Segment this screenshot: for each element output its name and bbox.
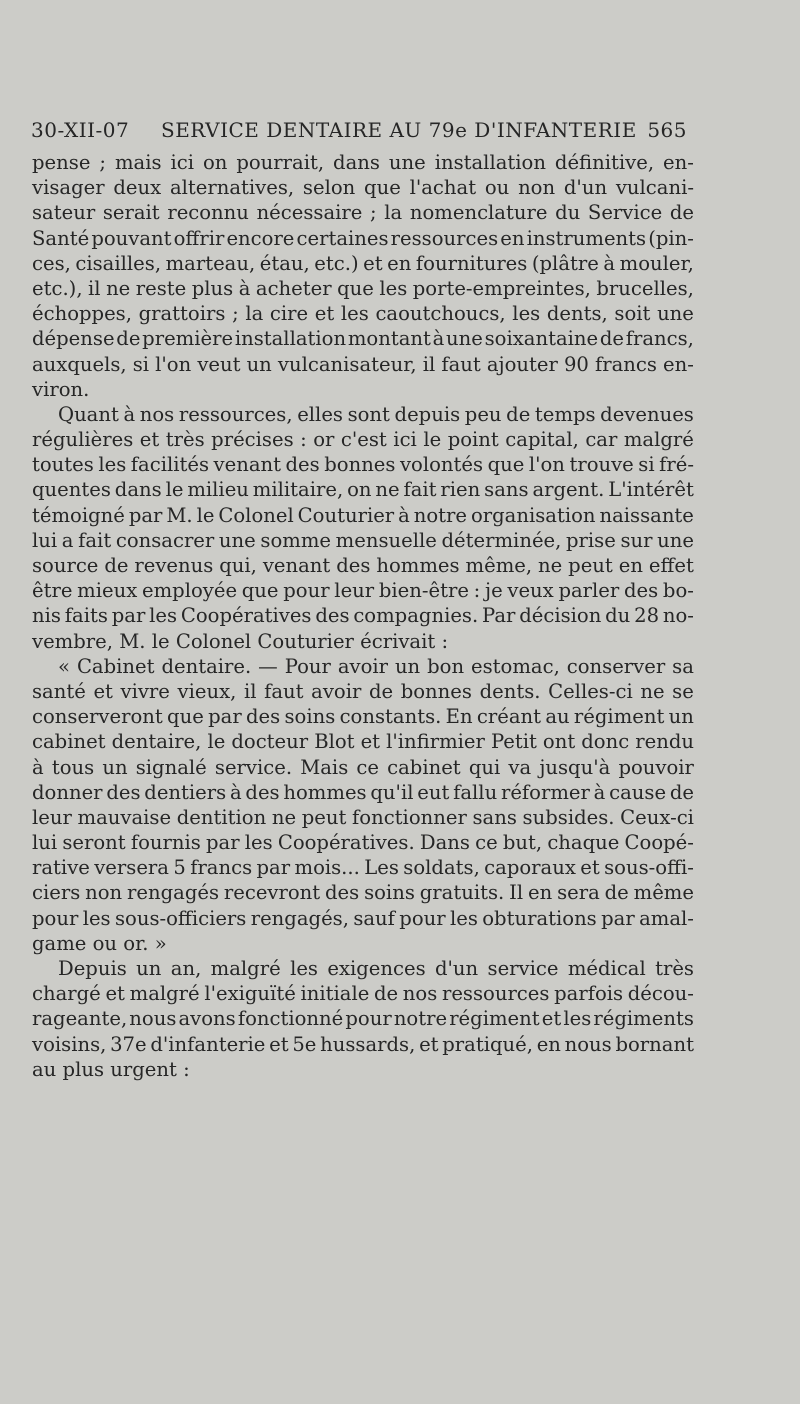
text-line: quentes dans le milieu militaire, on ne fait rien sans argent. L'intérêt (32, 478, 694, 502)
text-line: viron. (32, 377, 90, 401)
text-line: donner des dentiers à des hommes qu'il eut fallu réformer à cause de (32, 780, 694, 804)
text-line: vembre, M. le Colonel Couturier écrivait : (32, 629, 449, 653)
text-line: lui a fait consacrer une somme mensuelle déterminée, prise sur une (32, 528, 694, 552)
text-line: pour les sous-officiers rengagés, sauf pour les obturations par amal- (32, 906, 694, 930)
text-line: toutes les facilités venant des bonnes volontés que l'on trouve si fré- (32, 453, 694, 477)
paragraph (32, 402, 694, 654)
text-line: régulières et très précises : or c'est ici le point capital, car malgré (32, 428, 694, 452)
text-line: sateur serait reconnu nécessaire ; la nomenclature du Service de (32, 201, 694, 225)
text-line: santé et vivre vieux, il faut avoir de bonnes dents. Celles-ci ne se (32, 679, 694, 703)
paragraph (32, 150, 694, 402)
text-line: leur mauvaise dentition ne peut fonctionner sans subsides. Ceux-ci (32, 805, 694, 829)
text-line: Santé pouvant offrir encore certaines ressources en instruments (pin- (32, 226, 694, 250)
text-line: rative versera 5 francs par mois... Les soldats, caporaux et sous-offi- (32, 856, 694, 880)
text-line: cabinet dentaire, le docteur Blot et l'infirmier Petit ont donc rendu (32, 730, 694, 754)
text-line: témoigné par M. le Colonel Couturier à notre organisation naissante (32, 503, 694, 527)
text-line: voisins, 37e d'infanterie et 5e hussards, et pratiqué, en nous bornant (32, 1032, 694, 1056)
text-line: nis faits par les Coopératives des compagnies. Par décision du 28 no- (32, 604, 694, 628)
text-line: « Cabinet dentaire. — Pour avoir un bon estomac, conserver sa (58, 654, 694, 678)
text-line: à tous un signalé service. Mais ce cabinet qui va jusqu'à pouvoir (32, 755, 694, 779)
header-title: SERVICE DENTAIRE AU 79e D'INFANTERIE (161, 118, 637, 142)
header-date: 30-XII-07 (31, 118, 130, 142)
text-line: dépense de première installation montant à une soixantaine de francs, (32, 327, 694, 351)
text-line: Depuis un an, malgré les exigences d'un service médical très (58, 957, 694, 980)
text-line: échoppes, grattoirs ; la cire et les caoutchoucs, les dents, soit une (32, 302, 694, 326)
body-text (32, 150, 694, 1082)
text-line: rageante, nous avons fonctionné pour notre régiment et les régiments (32, 1007, 694, 1031)
text-line: ciers non rengagés recevront des soins gratuits. Il en sera de même (32, 881, 694, 905)
text-line: auxquels, si l'on veut un vulcanisateur, il faut ajouter 90 francs en- (32, 352, 694, 376)
text-line: chargé et malgré l'exiguïté initiale de nos ressources parfois décou- (32, 982, 694, 1006)
text-line: au plus urgent : (32, 1057, 190, 1081)
running-header (31, 118, 687, 150)
paragraph (32, 654, 694, 956)
text-line: game ou or. » (32, 931, 167, 955)
text-line: ces, cisailles, marteau, étau, etc.) et en fournitures (plâtre à mouler, (32, 251, 694, 275)
text-line: visager deux alternatives, selon que l'achat ou non d'un vulcani- (32, 176, 694, 200)
page-number: 565 (647, 118, 687, 142)
paragraph (32, 956, 694, 1082)
text-line: Quant à nos ressources, elles sont depuis peu de temps devenues (58, 402, 694, 426)
text-line: être mieux employée que pour leur bien-être : je veux parler des bo- (32, 579, 694, 603)
text-line: source de revenus qui, venant des hommes même, ne peut en effet (32, 554, 694, 577)
text-line: pense ; mais ici on pourrait, dans une installation définitive, en- (32, 151, 694, 174)
text-line: etc.), il ne reste plus à acheter que les porte-empreintes, brucelles, (32, 276, 694, 300)
text-line: conserveront que par des soins constants. En créant au régiment un (32, 705, 694, 729)
text-line: lui seront fournis par les Coopératives. Dans ce but, chaque Coopé- (32, 831, 694, 855)
